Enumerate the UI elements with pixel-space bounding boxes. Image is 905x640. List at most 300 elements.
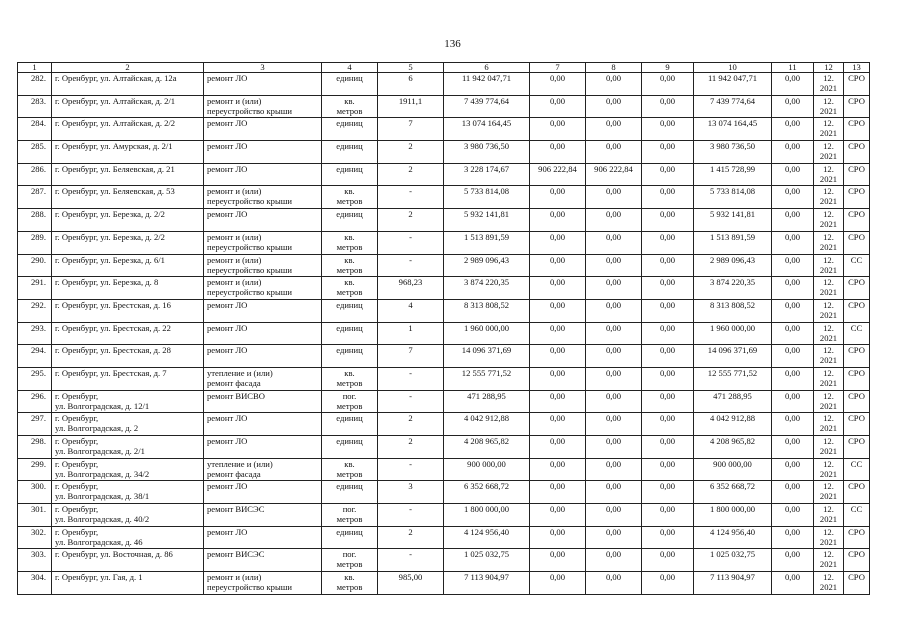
table-row: [18, 504, 870, 527]
row-number: 286.: [18, 163, 52, 186]
fund-3: 0,00: [642, 322, 694, 345]
fund-1: 0,00: [530, 390, 586, 413]
total-cost: 4 124 956,40: [444, 526, 530, 549]
fund-1: 0,00: [530, 549, 586, 572]
row-number: 289.: [18, 231, 52, 254]
fund-4: 5 932 141,81: [694, 209, 772, 232]
unit: пог. метров: [322, 390, 378, 413]
column-number: 13: [844, 63, 870, 73]
table-row: [18, 209, 870, 232]
table-row: [18, 95, 870, 118]
table-row: [18, 572, 870, 595]
fund-2: 0,00: [586, 95, 642, 118]
fund-3: 0,00: [642, 141, 694, 164]
fund-4: 4 042 912,88: [694, 413, 772, 436]
fund-3: 0,00: [642, 436, 694, 459]
row-number: 304.: [18, 572, 52, 595]
row-number: 287.: [18, 186, 52, 209]
row-number: 299.: [18, 458, 52, 481]
work-type: ремонт ЛО: [204, 481, 322, 504]
unit: единиц: [322, 141, 378, 164]
fund-1: 0,00: [530, 95, 586, 118]
unit: кв. метров: [322, 277, 378, 300]
row-number: 293.: [18, 322, 52, 345]
fund-1: 0,00: [530, 186, 586, 209]
work-type: ремонт ЛО: [204, 209, 322, 232]
total-cost: 7 439 774,64: [444, 95, 530, 118]
work-type: ремонт ЛО: [204, 299, 322, 322]
method: СРО: [844, 73, 870, 96]
column-number: 9: [642, 63, 694, 73]
table-row: [18, 254, 870, 277]
address: г. Оренбург, ул. Восточная, д. 86: [52, 549, 204, 572]
unit: кв. метров: [322, 458, 378, 481]
method: СРО: [844, 549, 870, 572]
fund-4: 5 733 814,08: [694, 186, 772, 209]
address: г. Оренбург, ул. Брестская, д. 28: [52, 345, 204, 368]
fund-2: 0,00: [586, 254, 642, 277]
fund-4: 7 113 904,97: [694, 572, 772, 595]
fund-4: 7 439 774,64: [694, 95, 772, 118]
fund-2: 0,00: [586, 118, 642, 141]
address: г. Оренбург, ул. Беляевская, д. 53: [52, 186, 204, 209]
row-number: 297.: [18, 413, 52, 436]
address: г. Оренбург, ул. Брестская, д. 7: [52, 367, 204, 390]
fund-3: 0,00: [642, 572, 694, 595]
completion-date: 12. 2021: [814, 504, 844, 527]
unit: единиц: [322, 118, 378, 141]
total-cost: 3 228 174,67: [444, 163, 530, 186]
quantity: -: [378, 231, 444, 254]
address: г. Оренбург, ул. Волгоградская, д. 34/2: [52, 458, 204, 481]
row-number: 288.: [18, 209, 52, 232]
fund-2: 0,00: [586, 572, 642, 595]
method: СС: [844, 254, 870, 277]
column-number: 2: [52, 63, 204, 73]
method: СРО: [844, 186, 870, 209]
fund-2: 0,00: [586, 231, 642, 254]
fund-5: 0,00: [772, 458, 814, 481]
fund-4: 1 960 000,00: [694, 322, 772, 345]
table-row: [18, 367, 870, 390]
fund-4: 6 352 668,72: [694, 481, 772, 504]
completion-date: 12. 2021: [814, 299, 844, 322]
unit: единиц: [322, 436, 378, 459]
total-cost: 1 513 891,59: [444, 231, 530, 254]
quantity: -: [378, 186, 444, 209]
fund-4: 1 025 032,75: [694, 549, 772, 572]
quantity: -: [378, 458, 444, 481]
completion-date: 12. 2021: [814, 322, 844, 345]
fund-4: 1 415 728,99: [694, 163, 772, 186]
table-row: [18, 277, 870, 300]
unit: единиц: [322, 209, 378, 232]
completion-date: 12. 2021: [814, 345, 844, 368]
total-cost: 5 932 141,81: [444, 209, 530, 232]
address: г. Оренбург, ул. Брестская, д. 22: [52, 322, 204, 345]
address: г. Оренбург, ул. Алтайская, д. 2/2: [52, 118, 204, 141]
completion-date: 12. 2021: [814, 209, 844, 232]
quantity: 1: [378, 322, 444, 345]
work-type: ремонт и (или) переустройство крыши: [204, 572, 322, 595]
row-number: 285.: [18, 141, 52, 164]
table-row: [18, 549, 870, 572]
page-number: 136: [444, 38, 461, 50]
row-number: 282.: [18, 73, 52, 96]
method: СРО: [844, 231, 870, 254]
method: СРО: [844, 367, 870, 390]
fund-5: 0,00: [772, 504, 814, 527]
completion-date: 12. 2021: [814, 481, 844, 504]
column-number: 1: [18, 63, 52, 73]
fund-5: 0,00: [772, 481, 814, 504]
row-number: 303.: [18, 549, 52, 572]
fund-4: 1 513 891,59: [694, 231, 772, 254]
table-row: [18, 436, 870, 459]
address: г. Оренбург, ул. Березка, д. 8: [52, 277, 204, 300]
address: г. Оренбург, ул. Волгоградская, д. 46: [52, 526, 204, 549]
fund-1: 0,00: [530, 504, 586, 527]
address: г. Оренбург, ул. Гая, д. 1: [52, 572, 204, 595]
total-cost: 1 025 032,75: [444, 549, 530, 572]
table-row: [18, 458, 870, 481]
row-number: 298.: [18, 436, 52, 459]
fund-2: 0,00: [586, 549, 642, 572]
fund-3: 0,00: [642, 254, 694, 277]
work-type: ремонт и (или) переустройство крыши: [204, 186, 322, 209]
quantity: -: [378, 390, 444, 413]
address: г. Оренбург, ул. Волгоградская, д. 2: [52, 413, 204, 436]
quantity: 2: [378, 526, 444, 549]
fund-3: 0,00: [642, 299, 694, 322]
fund-4: 13 074 164,45: [694, 118, 772, 141]
table-row: [18, 390, 870, 413]
quantity: 1911,1: [378, 95, 444, 118]
method: СРО: [844, 413, 870, 436]
fund-5: 0,00: [772, 73, 814, 96]
table-row: [18, 186, 870, 209]
fund-1: 0,00: [530, 481, 586, 504]
row-number: 290.: [18, 254, 52, 277]
fund-3: 0,00: [642, 458, 694, 481]
fund-4: 11 942 047,71: [694, 73, 772, 96]
fund-1: 0,00: [530, 118, 586, 141]
address: г. Оренбург, ул. Березка, д. 6/1: [52, 254, 204, 277]
row-number: 291.: [18, 277, 52, 300]
fund-1: 0,00: [530, 254, 586, 277]
table-row: [18, 322, 870, 345]
fund-3: 0,00: [642, 163, 694, 186]
unit: единиц: [322, 163, 378, 186]
address: г. Оренбург, ул. Брестская, д. 16: [52, 299, 204, 322]
quantity: 968,23: [378, 277, 444, 300]
row-number: 301.: [18, 504, 52, 527]
completion-date: 12. 2021: [814, 549, 844, 572]
table-row: [18, 481, 870, 504]
column-number: 3: [204, 63, 322, 73]
total-cost: 14 096 371,69: [444, 345, 530, 368]
method: СРО: [844, 345, 870, 368]
unit: кв. метров: [322, 186, 378, 209]
unit: единиц: [322, 481, 378, 504]
work-type: ремонт и (или) переустройство крыши: [204, 254, 322, 277]
completion-date: 12. 2021: [814, 118, 844, 141]
completion-date: 12. 2021: [814, 254, 844, 277]
fund-4: 12 555 771,52: [694, 367, 772, 390]
method: СРО: [844, 209, 870, 232]
fund-3: 0,00: [642, 231, 694, 254]
address: г. Оренбург, ул. Беляевская, д. 21: [52, 163, 204, 186]
fund-4: 471 288,95: [694, 390, 772, 413]
address: г. Оренбург, ул. Волгоградская, д. 2/1: [52, 436, 204, 459]
work-type: ремонт и (или) переустройство крыши: [204, 277, 322, 300]
table-row: [18, 141, 870, 164]
work-type: ремонт ЛО: [204, 436, 322, 459]
fund-3: 0,00: [642, 186, 694, 209]
fund-4: 4 208 965,82: [694, 436, 772, 459]
table-row: [18, 231, 870, 254]
work-type: утепление и (или) ремонт фасада: [204, 367, 322, 390]
column-number-row: [18, 63, 870, 73]
total-cost: 471 288,95: [444, 390, 530, 413]
completion-date: 12. 2021: [814, 141, 844, 164]
method: СРО: [844, 277, 870, 300]
fund-2: 0,00: [586, 481, 642, 504]
table-body: [18, 73, 870, 595]
fund-5: 0,00: [772, 436, 814, 459]
completion-date: 12. 2021: [814, 413, 844, 436]
total-cost: 2 989 096,43: [444, 254, 530, 277]
total-cost: 8 313 808,52: [444, 299, 530, 322]
fund-1: 0,00: [530, 367, 586, 390]
fund-2: 0,00: [586, 436, 642, 459]
method: СРО: [844, 436, 870, 459]
fund-5: 0,00: [772, 209, 814, 232]
column-number: 10: [694, 63, 772, 73]
fund-1: 0,00: [530, 231, 586, 254]
total-cost: 4 208 965,82: [444, 436, 530, 459]
fund-5: 0,00: [772, 95, 814, 118]
table-row: [18, 163, 870, 186]
address: г. Оренбург, ул. Березка, д. 2/2: [52, 209, 204, 232]
fund-2: 0,00: [586, 390, 642, 413]
method: СРО: [844, 572, 870, 595]
fund-3: 0,00: [642, 209, 694, 232]
method: СС: [844, 322, 870, 345]
row-number: 283.: [18, 95, 52, 118]
completion-date: 12. 2021: [814, 163, 844, 186]
fund-5: 0,00: [772, 367, 814, 390]
table-row: [18, 299, 870, 322]
fund-4: 8 313 808,52: [694, 299, 772, 322]
column-number: 11: [772, 63, 814, 73]
fund-2: 0,00: [586, 209, 642, 232]
work-type: ремонт ЛО: [204, 73, 322, 96]
fund-4: 3 980 736,50: [694, 141, 772, 164]
completion-date: 12. 2021: [814, 367, 844, 390]
quantity: 4: [378, 299, 444, 322]
unit: единиц: [322, 322, 378, 345]
quantity: 7: [378, 345, 444, 368]
completion-date: 12. 2021: [814, 572, 844, 595]
fund-3: 0,00: [642, 345, 694, 368]
fund-2: 906 222,84: [586, 163, 642, 186]
fund-2: 0,00: [586, 73, 642, 96]
fund-5: 0,00: [772, 231, 814, 254]
unit: единиц: [322, 526, 378, 549]
quantity: -: [378, 254, 444, 277]
table-row: [18, 345, 870, 368]
fund-3: 0,00: [642, 367, 694, 390]
total-cost: 6 352 668,72: [444, 481, 530, 504]
total-cost: 12 555 771,52: [444, 367, 530, 390]
unit: единиц: [322, 345, 378, 368]
method: СРО: [844, 95, 870, 118]
total-cost: 3 874 220,35: [444, 277, 530, 300]
completion-date: 12. 2021: [814, 526, 844, 549]
row-number: 294.: [18, 345, 52, 368]
method: СРО: [844, 481, 870, 504]
quantity: 2: [378, 141, 444, 164]
row-number: 302.: [18, 526, 52, 549]
work-type: ремонт ЛО: [204, 413, 322, 436]
unit: кв. метров: [322, 254, 378, 277]
completion-date: 12. 2021: [814, 95, 844, 118]
unit: пог. метров: [322, 549, 378, 572]
unit: пог. метров: [322, 504, 378, 527]
fund-3: 0,00: [642, 526, 694, 549]
fund-3: 0,00: [642, 73, 694, 96]
row-number: 300.: [18, 481, 52, 504]
fund-1: 0,00: [530, 413, 586, 436]
work-type: ремонт ЛО: [204, 322, 322, 345]
fund-3: 0,00: [642, 390, 694, 413]
quantity: 985,00: [378, 572, 444, 595]
completion-date: 12. 2021: [814, 231, 844, 254]
method: СС: [844, 458, 870, 481]
completion-date: 12. 2021: [814, 186, 844, 209]
fund-1: 0,00: [530, 458, 586, 481]
work-type: ремонт ЛО: [204, 118, 322, 141]
fund-1: 0,00: [530, 141, 586, 164]
fund-3: 0,00: [642, 481, 694, 504]
fund-2: 0,00: [586, 345, 642, 368]
work-type: ремонт ВИСВО: [204, 390, 322, 413]
work-type: ремонт ВИСЭС: [204, 504, 322, 527]
total-cost: 7 113 904,97: [444, 572, 530, 595]
quantity: 3: [378, 481, 444, 504]
address: г. Оренбург, ул. Амурская, д. 2/1: [52, 141, 204, 164]
fund-5: 0,00: [772, 549, 814, 572]
fund-5: 0,00: [772, 141, 814, 164]
total-cost: 1 960 000,00: [444, 322, 530, 345]
fund-5: 0,00: [772, 345, 814, 368]
completion-date: 12. 2021: [814, 458, 844, 481]
completion-date: 12. 2021: [814, 277, 844, 300]
quantity: 6: [378, 73, 444, 96]
column-number: 6: [444, 63, 530, 73]
quantity: -: [378, 549, 444, 572]
unit: единиц: [322, 299, 378, 322]
unit: кв. метров: [322, 367, 378, 390]
fund-4: 900 000,00: [694, 458, 772, 481]
quantity: 2: [378, 163, 444, 186]
unit: единиц: [322, 73, 378, 96]
total-cost: 13 074 164,45: [444, 118, 530, 141]
fund-5: 0,00: [772, 299, 814, 322]
fund-1: 0,00: [530, 572, 586, 595]
fund-4: 3 874 220,35: [694, 277, 772, 300]
fund-2: 0,00: [586, 299, 642, 322]
fund-3: 0,00: [642, 95, 694, 118]
fund-5: 0,00: [772, 277, 814, 300]
row-number: 284.: [18, 118, 52, 141]
fund-3: 0,00: [642, 549, 694, 572]
completion-date: 12. 2021: [814, 436, 844, 459]
column-number: 7: [530, 63, 586, 73]
fund-2: 0,00: [586, 277, 642, 300]
fund-5: 0,00: [772, 186, 814, 209]
fund-5: 0,00: [772, 390, 814, 413]
address: г. Оренбург, ул. Волгоградская, д. 38/1: [52, 481, 204, 504]
quantity: 2: [378, 436, 444, 459]
total-cost: 3 980 736,50: [444, 141, 530, 164]
fund-2: 0,00: [586, 186, 642, 209]
fund-2: 0,00: [586, 413, 642, 436]
fund-3: 0,00: [642, 277, 694, 300]
address: г. Оренбург, ул. Березка, д. 2/2: [52, 231, 204, 254]
table-row: [18, 526, 870, 549]
column-number: 8: [586, 63, 642, 73]
unit: кв. метров: [322, 572, 378, 595]
unit: кв. метров: [322, 95, 378, 118]
fund-5: 0,00: [772, 413, 814, 436]
address: г. Оренбург, ул. Волгоградская, д. 12/1: [52, 390, 204, 413]
quantity: 7: [378, 118, 444, 141]
fund-5: 0,00: [772, 322, 814, 345]
fund-2: 0,00: [586, 504, 642, 527]
address: г. Оренбург, ул. Алтайская, д. 2/1: [52, 95, 204, 118]
method: СРО: [844, 163, 870, 186]
fund-2: 0,00: [586, 322, 642, 345]
fund-2: 0,00: [586, 458, 642, 481]
work-type: ремонт и (или) переустройство крыши: [204, 95, 322, 118]
row-number: 295.: [18, 367, 52, 390]
work-type: ремонт и (или) переустройство крыши: [204, 231, 322, 254]
fund-2: 0,00: [586, 526, 642, 549]
fund-1: 0,00: [530, 73, 586, 96]
fund-1: 0,00: [530, 299, 586, 322]
unit: единиц: [322, 413, 378, 436]
fund-1: 906 222,84: [530, 163, 586, 186]
row-number: 296.: [18, 390, 52, 413]
method: СРО: [844, 390, 870, 413]
fund-5: 0,00: [772, 572, 814, 595]
work-type: ремонт ЛО: [204, 163, 322, 186]
work-type: ремонт ЛО: [204, 141, 322, 164]
fund-5: 0,00: [772, 254, 814, 277]
quantity: 2: [378, 209, 444, 232]
column-number: 4: [322, 63, 378, 73]
column-number: 5: [378, 63, 444, 73]
table-row: [18, 413, 870, 436]
quantity: -: [378, 504, 444, 527]
column-number: 12: [814, 63, 844, 73]
address: г. Оренбург, ул. Алтайская, д. 12а: [52, 73, 204, 96]
fund-3: 0,00: [642, 118, 694, 141]
work-type: ремонт ЛО: [204, 526, 322, 549]
fund-5: 0,00: [772, 163, 814, 186]
